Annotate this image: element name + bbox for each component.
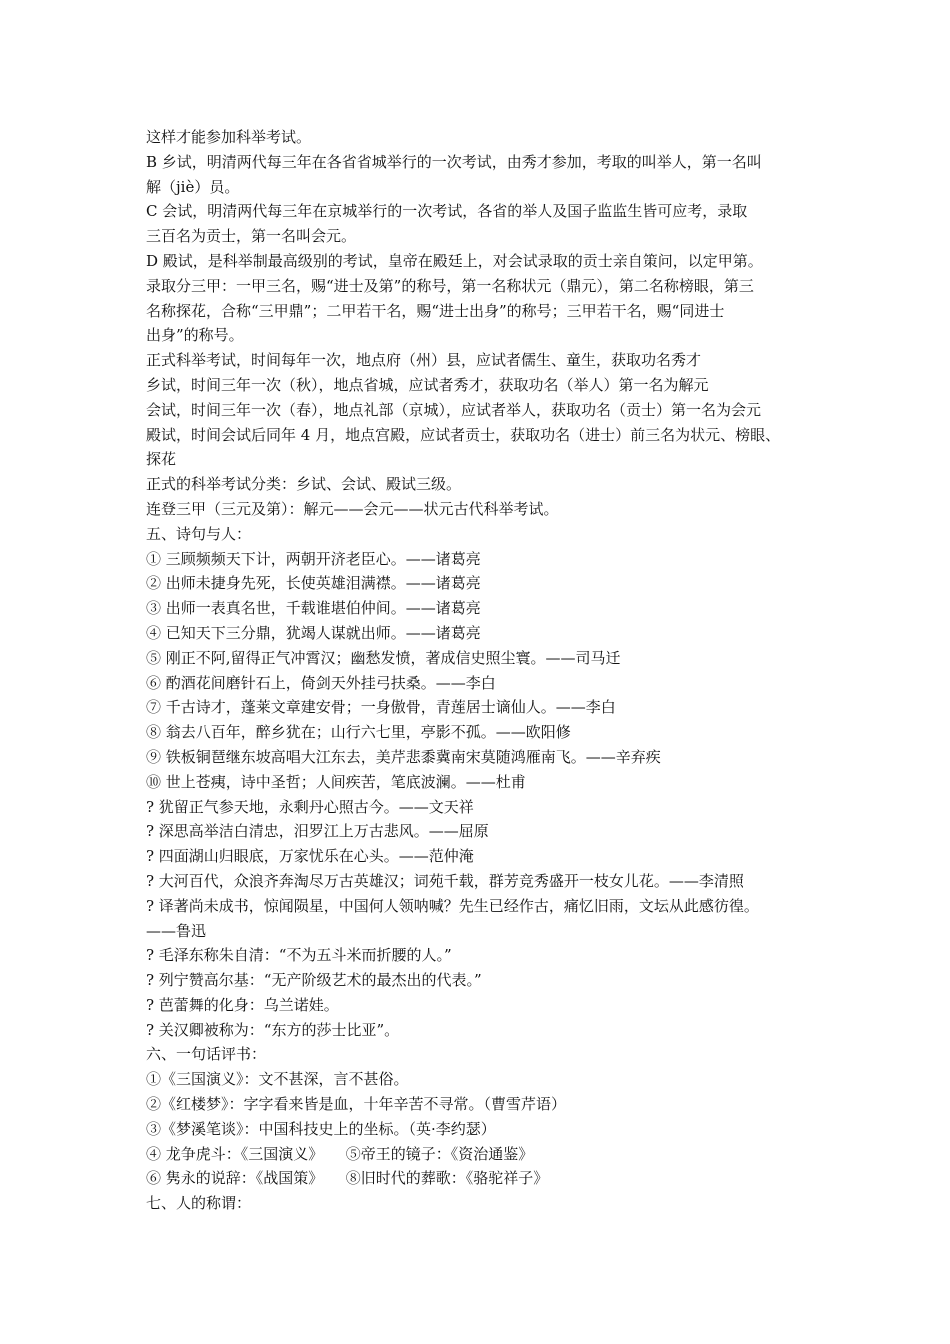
text-line: ⑤ 刚正不阿,留得正气冲霄汉；幽愁发愤，著成信史照尘寰。——司马迁 — [146, 648, 621, 667]
text-line: 殿试，时间会试后同年 4 月，地点宫殿，应试者贡士，获取功名（进士）前三名为状元、榜眼、 — [146, 425, 781, 444]
document-body — [146, 125, 818, 1216]
text-line: ⑨ 铁板铜琶继东坡高唱大江东去，美芹悲黍冀南宋莫随鸿雁南飞。——辛弃疾 — [146, 747, 661, 766]
text-line: 录取分三甲：一甲三名，赐“进士及第”的称号，第一名称状元（鼎元），第二名称榜眼，第三 — [146, 276, 754, 295]
section-heading: 六、一句话评书： — [146, 1045, 267, 1064]
text-line: ①《三国演义》：文不甚深，言不甚俗。 — [146, 1070, 409, 1089]
text-line: ④ 已知天下三分鼎，犹竭人谋就出师。——诸葛亮 — [146, 623, 481, 642]
text-line: ④ 龙争虎斗：《三国演义》 ⑤帝王的镜子：《资治通鉴》 — [146, 1144, 534, 1163]
text-line: 名称探花，合称“三甲鼎”；二甲若干名，赐“进士出身”的称号；三甲若干名，赐“同进士 — [146, 301, 725, 320]
text-line: B 乡试，明清两代每三年在各省省城举行的一次考试，由秀才参加，考取的叫举人，第一名叫 — [146, 152, 762, 171]
text-line: ? 四面湖山归眼底，万家忧乐在心头。——范仲淹 — [146, 847, 474, 866]
text-line: 出身”的称号。 — [146, 326, 244, 345]
section-heading: 七、人的称谓： — [146, 1194, 252, 1213]
text-line: ② 出师未捷身先死，长使英雄泪满襟。——诸葛亮 — [146, 574, 481, 593]
text-line: ? 芭蕾舞的化身：乌兰诺娃。 — [146, 995, 339, 1014]
text-line: ? 大河百代，众浪齐奔淘尽万古英雄汉；词苑千载，群芳竞秀盛开一枝女儿花。——李清照 — [146, 871, 744, 890]
text-line: ⑧ 翁去八百年，醉乡犹在；山行六七里，亭影不孤。——欧阳修 — [146, 723, 571, 742]
text-line: 正式的科举考试分类：乡试、会试、殿试三级。 — [146, 475, 462, 494]
text-line: 三百名为贡士，第一名叫会元。 — [146, 227, 357, 246]
text-line: ? 关汉卿被称为：“东方的莎士比亚”。 — [146, 1020, 400, 1039]
text-line: ? 毛泽东称朱自清：“不为五斗米而折腰的人。” — [146, 946, 452, 965]
text-line: 乡试，时间三年一次（秋），地点省城，应试者秀才，获取功名（举人）第一名为解元 — [146, 375, 709, 394]
text-line: ? 列宁赞高尔基：“无产阶级艺术的最杰出的代表。” — [146, 971, 482, 990]
text-line: ——鲁迅 — [146, 921, 207, 940]
text-line: 正式科举考试，时间每年一次，地点府（州）县，应试者儒生、童生，获取功名秀才 — [146, 351, 702, 370]
text-line: C 会试，明清两代每三年在京城举行的一次考试，各省的举人及国子监监生皆可应考，录取 — [146, 202, 748, 221]
text-line: ③ 出师一表真名世，千载谁堪伯仲间。——诸葛亮 — [146, 599, 481, 618]
text-line: ⑥ 酌酒花间磨针石上，倚剑天外挂弓扶桑。——李白 — [146, 673, 496, 692]
text-line: 这样才能参加科举考试。 — [146, 128, 312, 146]
text-line: 会试，时间三年一次（春），地点礼部（京城），应试者举人，获取功名（贡士）第一名为会元 — [146, 400, 762, 419]
text-line: ⑩ 世上苍痍，诗中圣哲；人间疾苦，笔底波澜。——杜甫 — [146, 772, 526, 791]
text-line: ③《梦溪笔谈》：中国科技史上的坐标。（英·李约瑟） — [146, 1119, 496, 1138]
text-line: ① 三顾频频天下计，两朝开济老臣心。——诸葛亮 — [146, 549, 481, 568]
text-line: ? 犹留正气参天地，永剩丹心照古今。——文天祥 — [146, 797, 474, 816]
text-line: ②《红楼梦》：字字看来皆是血，十年辛苦不寻常。（曹雪芹语） — [146, 1095, 567, 1114]
text-line: ? 深思高举洁白清忠，汨罗江上万古悲风。——屈原 — [146, 822, 489, 841]
text-line: ⑥ 隽永的说辞：《战国策》 ⑧旧时代的葬歌：《骆驼祥子》 — [146, 1169, 549, 1188]
text-line: 解（jiè）员。 — [146, 177, 240, 196]
text-line: 探花 — [146, 450, 177, 469]
text-line: D 殿试，是科举制最高级别的考试，皇帝在殿廷上，对会试录取的贡士亲自策问，以定甲第。 — [146, 251, 763, 270]
section-heading: 五、诗句与人： — [146, 524, 252, 543]
text-line: ? 译著尚未成书，惊闻陨星，中国何人领呐喊？先生已经作古，痛忆旧雨，文坛从此感彷徨。 — [146, 896, 759, 915]
text-line: 连登三甲（三元及第）：解元——会元——状元古代科举考试。 — [146, 499, 559, 518]
text-line: ⑦ 千古诗才，蓬莱文章建安骨；一身傲骨，青莲居士谪仙人。——李白 — [146, 698, 616, 717]
